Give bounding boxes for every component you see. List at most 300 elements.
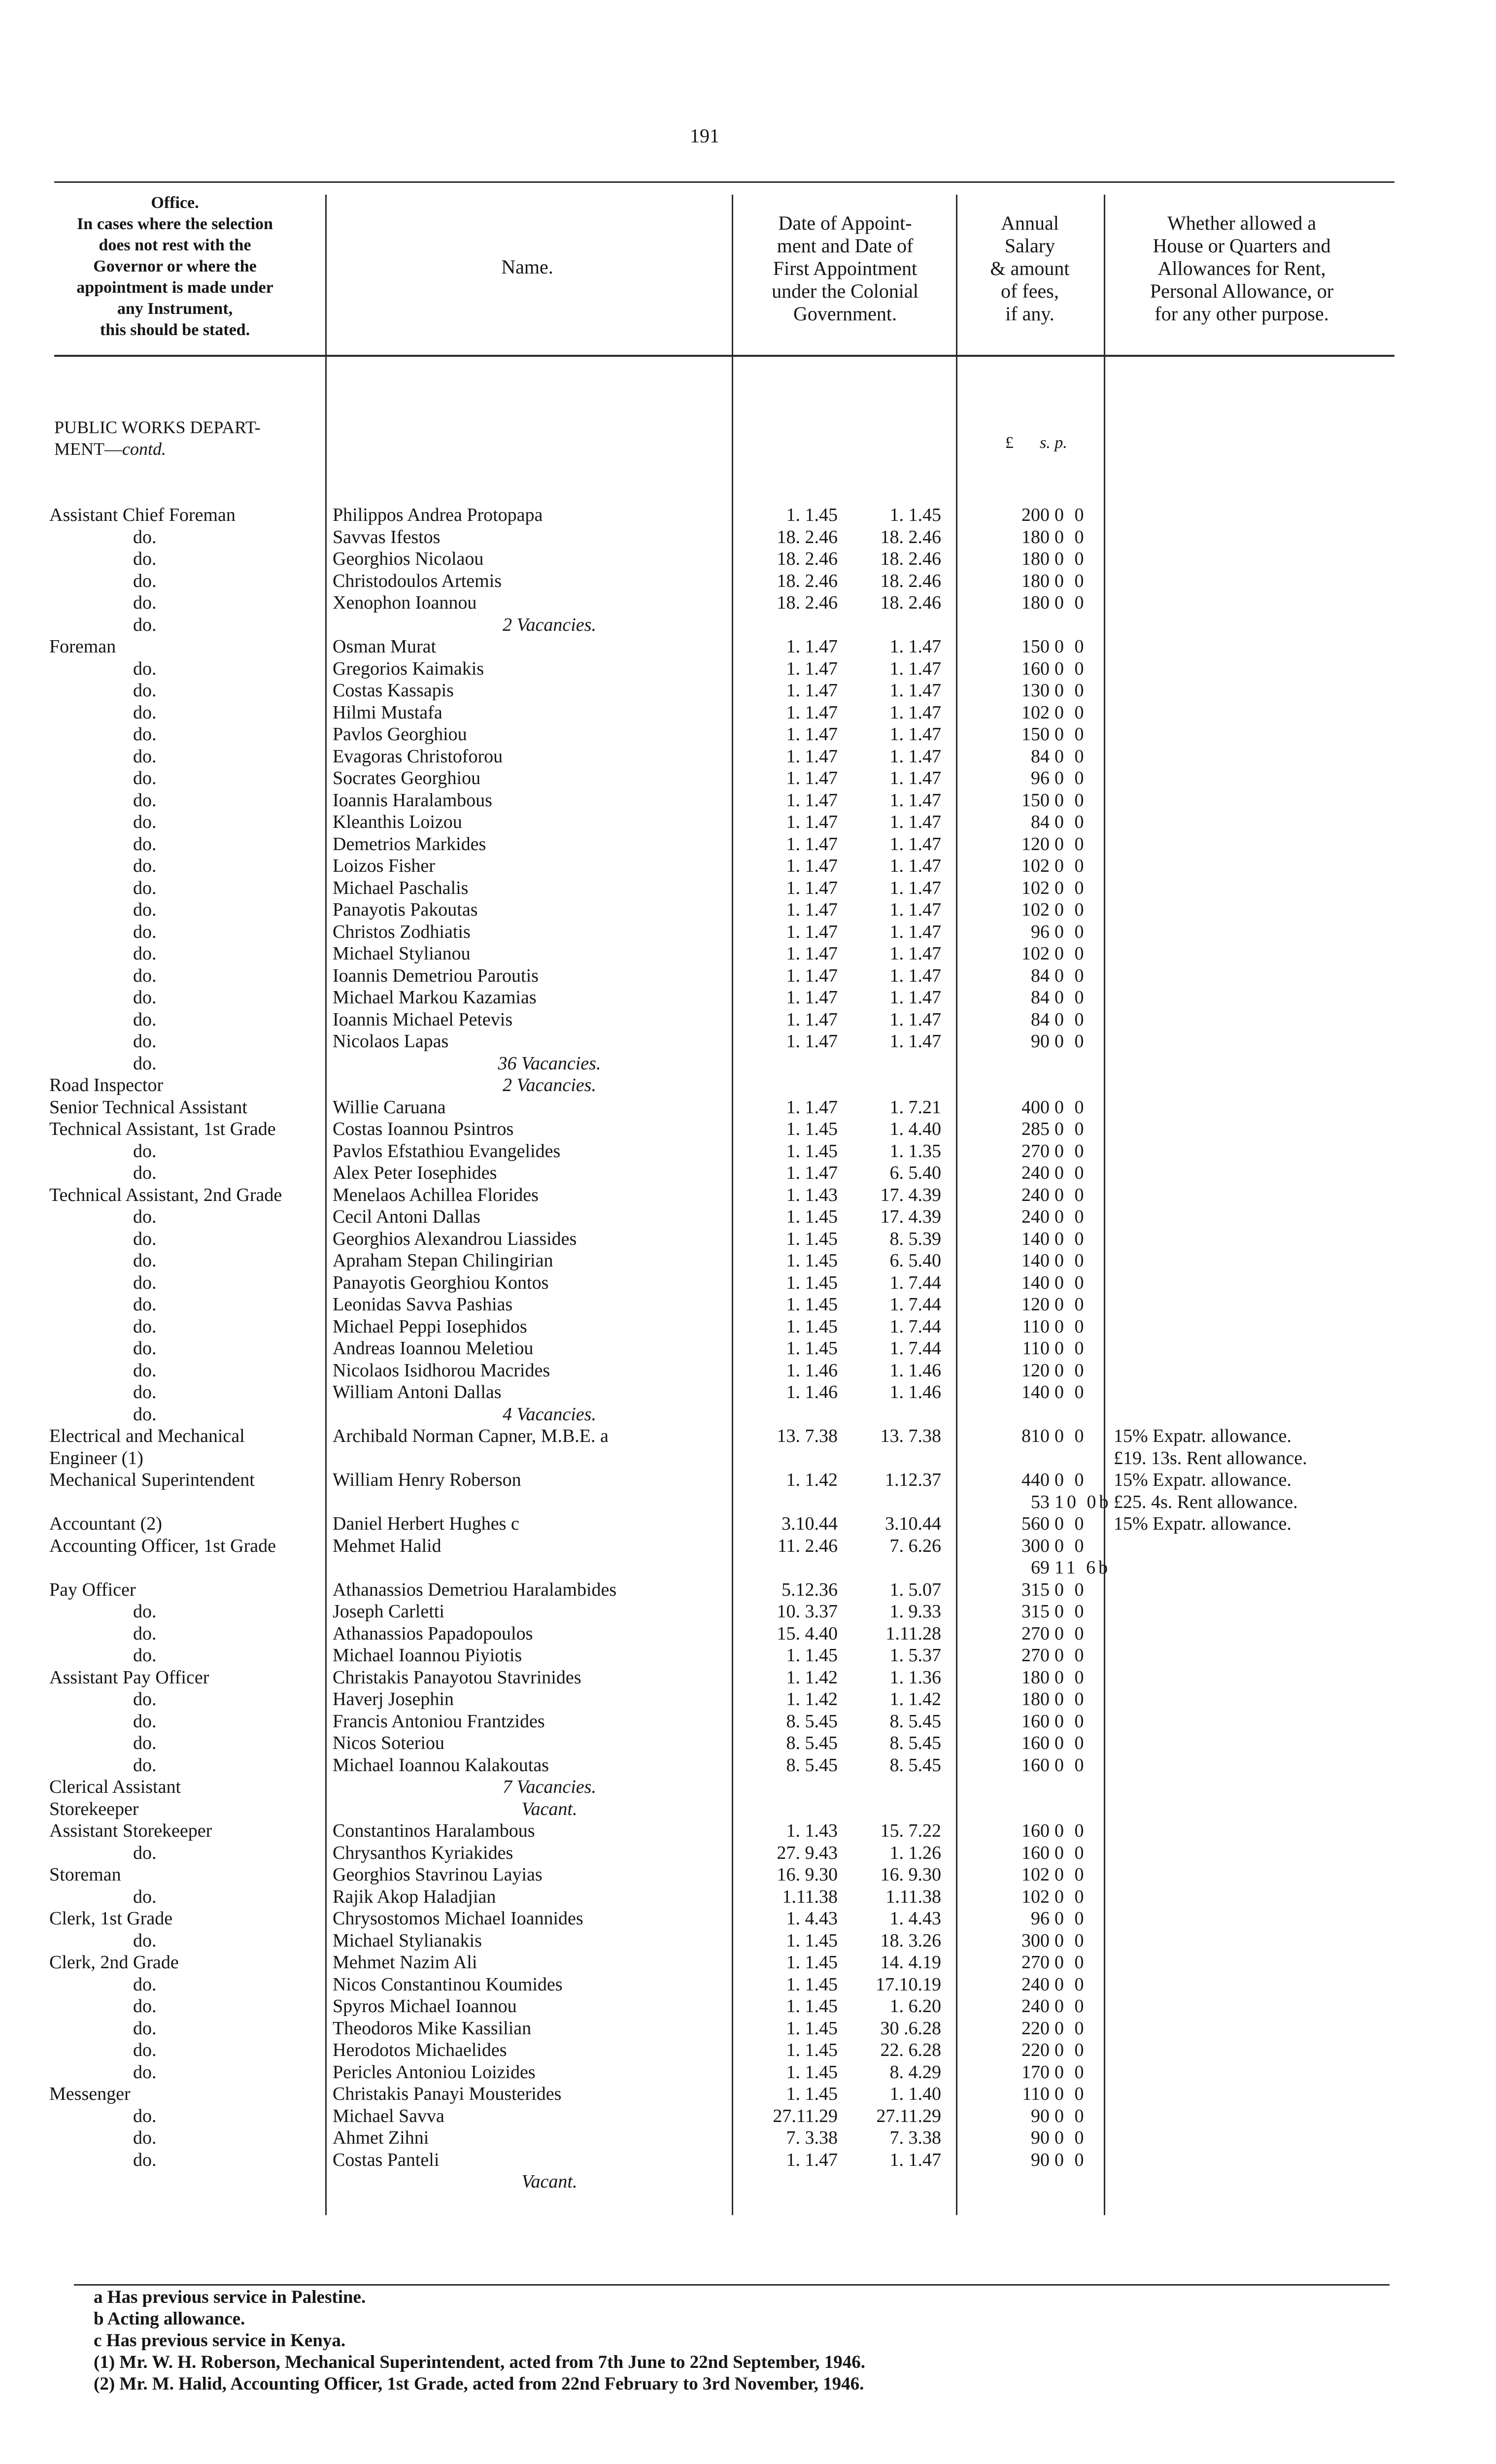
table-row <box>49 658 1399 680</box>
appointment-date-cell: 16. 9.30 <box>777 1864 838 1885</box>
salary-shillings-pence-cell: 0 0 <box>1054 1316 1087 1337</box>
office-cell: do. <box>133 1689 157 1710</box>
name-cell: Evagoras Christoforou <box>333 746 503 767</box>
first-appointment-date-cell: 1. 1.26 <box>889 1842 941 1863</box>
first-appointment-date-cell: 17. 4.39 <box>880 1184 941 1205</box>
office-cell: do. <box>133 1294 157 1315</box>
name-cell: Daniel Herbert Hughes c <box>333 1513 519 1534</box>
office-cell: do. <box>133 1601 157 1622</box>
name-cell: Michael Markou Kazamias <box>333 987 537 1008</box>
name-cell: Ioannis Haralambous <box>333 789 492 811</box>
table-row <box>49 833 1399 856</box>
salary-pounds-cell: 240 <box>1021 1996 1050 2017</box>
salary-shillings-pence-cell: 0 0 <box>1054 1163 1087 1183</box>
table-row <box>49 526 1399 548</box>
table-row <box>49 1162 1399 1184</box>
office-cell: do. <box>133 1886 157 1907</box>
salary-pounds-cell: 84 <box>1031 965 1050 986</box>
name-cell: Xenophon Ioannou <box>333 592 477 613</box>
appointment-date-cell: 1. 1.46 <box>786 1360 838 1381</box>
office-cell: do. <box>133 570 157 591</box>
salary-pounds-cell: 53 <box>1031 1491 1050 1512</box>
office-cell: Technical Assistant, 1st Grade <box>49 1119 276 1139</box>
table-row <box>49 1009 1399 1031</box>
table-row <box>49 1469 1399 1491</box>
salary-shillings-pence-cell: 0 0 <box>1054 2061 1087 2083</box>
appointment-date-cell: 1. 1.45 <box>786 2084 838 2104</box>
table-row <box>49 789 1399 812</box>
first-appointment-date-cell: 14. 4.19 <box>880 1952 941 1973</box>
salary-pounds-cell: 120 <box>1021 1360 1050 1381</box>
salary-pounds-cell: 240 <box>1021 1206 1050 1227</box>
first-appointment-date-cell: 1. 5.37 <box>889 1645 941 1666</box>
name-cell: Constantinos Haralambous <box>333 1820 535 1841</box>
table-row <box>49 1403 1399 1426</box>
appointment-date-cell: 1. 1.47 <box>786 658 838 679</box>
salary-shillings-pence-cell: 0 0 <box>1054 1250 1087 1271</box>
first-appointment-date-cell: 1. 1.45 <box>889 505 941 525</box>
first-appointment-date-cell: 13. 7.38 <box>880 1426 941 1446</box>
first-appointment-date-cell: 27.11.29 <box>876 2105 941 2126</box>
office-cell: Messenger <box>49 2084 131 2104</box>
first-appointment-date-cell: 8. 5.45 <box>889 1711 941 1732</box>
first-appointment-date-cell: 1. 1.47 <box>889 921 941 942</box>
table-row <box>49 1447 1399 1470</box>
table-row <box>49 2018 1399 2040</box>
appointment-date-cell: 1. 1.45 <box>786 1316 838 1337</box>
appointment-date-cell: 1. 1.45 <box>786 2061 838 2083</box>
name-cell: Menelaos Achillea Florides <box>333 1184 539 1205</box>
first-appointment-date-cell: 1. 1.46 <box>889 1382 941 1403</box>
office-cell: do. <box>133 2018 157 2039</box>
office-cell: do. <box>133 1140 157 1162</box>
name-cell: Michael Stylianakis <box>333 1930 482 1951</box>
salary-shillings-pence-cell: 0 0 <box>1054 1119 1087 1139</box>
first-appointment-date-cell: 1. 7.44 <box>889 1316 941 1337</box>
name-cell: Michael Ioannou Kalakoutas <box>333 1754 549 1776</box>
salary-pounds-cell: 180 <box>1021 548 1050 569</box>
salary-pounds-cell: 140 <box>1021 1272 1050 1293</box>
salary-shillings-pence-cell: 0 0 <box>1054 1426 1087 1446</box>
salary-pounds-cell: 240 <box>1021 1974 1050 1995</box>
salary-shillings-pence-cell: 0 0 <box>1054 1096 1087 1118</box>
name-cell: Loizos Fisher <box>333 856 435 876</box>
appointment-date-cell: 1. 1.45 <box>786 1996 838 2017</box>
header-allowance-line: House or Quarters and <box>1153 235 1331 257</box>
salary-pounds-cell: 84 <box>1031 746 1050 767</box>
office-cell: Assistant Storekeeper <box>49 1820 212 1841</box>
appointment-date-cell: 27. 9.43 <box>777 1842 838 1863</box>
office-cell: do. <box>133 592 157 613</box>
first-appointment-date-cell: 1.11.28 <box>885 1623 941 1644</box>
name-cell: Georghios Nicolaou <box>333 548 484 569</box>
appointment-date-cell: 7. 3.38 <box>786 2127 838 2148</box>
name-cell: Pericles Antoniou Loizides <box>333 2061 536 2083</box>
salary-pounds-cell: 120 <box>1021 1294 1050 1315</box>
name-cell: Athanassios Demetriou Haralambides <box>333 1579 617 1600</box>
first-appointment-date-cell: 1. 1.47 <box>889 724 941 745</box>
office-cell: do. <box>133 1930 157 1951</box>
table-row <box>49 2083 1399 2105</box>
salary-pounds-cell: 140 <box>1021 1250 1050 1271</box>
office-cell: do. <box>133 1031 157 1052</box>
salary-shillings-pence-cell: 0 0 <box>1054 789 1087 811</box>
table-row <box>49 636 1399 658</box>
salary-pounds-cell: 400 <box>1021 1096 1050 1118</box>
first-appointment-date-cell: 1. 9.33 <box>889 1601 941 1622</box>
salary-pounds-cell: 150 <box>1021 636 1050 657</box>
name-cell: Michael Stylianou <box>333 943 471 964</box>
salary-pounds-cell: 240 <box>1021 1163 1050 1183</box>
table-row <box>49 1491 1399 1513</box>
salary-shillings-pence-cell: 0 0 <box>1054 1272 1087 1293</box>
table-row <box>49 1228 1399 1250</box>
name-cell: Socrates Georghiou <box>333 768 481 788</box>
salary-pounds-cell: 180 <box>1021 1689 1050 1710</box>
salary-pounds-cell: 170 <box>1021 2061 1050 2083</box>
office-cell: do. <box>133 943 157 964</box>
header-date-line: Government. <box>793 303 897 325</box>
office-cell: Accountant (2) <box>49 1513 162 1534</box>
name-cell: Apraham Stepan Chilingirian <box>333 1250 553 1271</box>
salary-pounds-cell: 315 <box>1021 1601 1050 1622</box>
office-cell: do. <box>133 812 157 832</box>
header-salary-line: Annual <box>1001 212 1059 234</box>
name-cell: Philippos Andrea Protopapa <box>333 505 543 525</box>
salary-pounds-cell: 270 <box>1021 1952 1050 1973</box>
office-cell: do. <box>133 1623 157 1644</box>
appointment-date-cell: 1. 1.45 <box>786 1294 838 1315</box>
header-salary-line: of fees, <box>1001 280 1059 302</box>
table-row <box>49 1360 1399 1382</box>
footnote-line: a Has previous service in Palestine. <box>94 2287 366 2307</box>
salary-pounds-cell: 90 <box>1031 2149 1050 2170</box>
office-cell: do. <box>133 1053 157 1074</box>
office-cell: Technical Assistant, 2nd Grade <box>49 1184 282 1205</box>
first-appointment-date-cell: 1. 1.46 <box>889 1360 941 1381</box>
office-cell: do. <box>133 768 157 788</box>
header-salary-line: Salary <box>1004 235 1055 257</box>
appointment-date-cell: 27.11.29 <box>773 2105 838 2126</box>
table-row <box>49 921 1399 943</box>
salary-shillings-pence-cell: 0 0 <box>1054 570 1087 591</box>
salary-shillings-pence-cell: 0 0 <box>1054 592 1087 613</box>
header-allowance-line: Allowances for Rent, <box>1157 257 1326 279</box>
name-cell: Michael Ioannou Piyiotis <box>333 1645 522 1666</box>
office-cell: do. <box>133 1228 157 1249</box>
appointment-date-cell: 1. 1.45 <box>786 1952 838 1973</box>
name-cell: Athanassios Papadopoulos <box>333 1623 533 1644</box>
table-row <box>49 1557 1399 1579</box>
table-row <box>49 1337 1399 1360</box>
table-row <box>49 746 1399 768</box>
salary-pounds-cell: 300 <box>1021 1930 1050 1951</box>
name-cell: Francis Antoniou Frantzides <box>333 1711 545 1732</box>
name-cell: Savvas Ifestos <box>333 526 441 548</box>
salary-pounds-cell: 84 <box>1031 1009 1050 1030</box>
first-appointment-date-cell: 1. 1.40 <box>889 2084 941 2104</box>
salary-shillings-pence-cell: 0 0 <box>1054 965 1087 986</box>
salary-shillings-pence-cell: 0 0 <box>1054 1996 1087 2017</box>
header-date-line: under the Colonial <box>772 280 918 302</box>
appointment-date-cell: 1. 1.47 <box>786 746 838 767</box>
footnote-line: (2) Mr. M. Halid, Accounting Officer, 1st Grade, acted from 22nd February to 3rd November, 1946. <box>94 2374 864 2394</box>
salary-shillings-pence-cell: 0 0 <box>1054 1601 1087 1622</box>
salary-pounds-cell: 120 <box>1021 833 1050 855</box>
first-appointment-date-cell: 8. 5.39 <box>889 1228 941 1249</box>
salary-pounds-cell: 90 <box>1031 1031 1050 1052</box>
salary-pounds-cell: 90 <box>1031 2127 1050 2148</box>
header-office-line: does not rest with the <box>99 236 251 254</box>
salary-pounds-cell: 102 <box>1021 899 1050 920</box>
office-cell: do. <box>133 1382 157 1403</box>
allowance-cell: £19. 13s. Rent allowance. <box>1114 1447 1307 1469</box>
name-cell: Gregorios Kaimakis <box>333 658 484 679</box>
salary-shillings-pence-cell: 0 0 <box>1054 1733 1087 1753</box>
table-row <box>49 1513 1399 1535</box>
office-cell: do. <box>133 1206 157 1227</box>
table-row <box>49 1535 1399 1557</box>
appointment-date-cell: 1. 1.47 <box>786 1163 838 1183</box>
salary-pounds-cell: 160 <box>1021 1733 1050 1753</box>
table-row <box>49 702 1399 724</box>
header-date <box>734 212 956 325</box>
name-cell: Mehmet Halid <box>333 1535 442 1556</box>
salary-pounds-cell: 200 <box>1021 505 1050 525</box>
salary-pounds-cell: 180 <box>1021 592 1050 613</box>
name-cell: Costas Panteli <box>333 2149 440 2170</box>
salary-shillings-pence-cell: 0 0 <box>1054 505 1087 525</box>
salary-shillings-pence-cell: 0 0 <box>1054 2040 1087 2060</box>
salary-shillings-pence-cell: 0 0 <box>1054 899 1087 920</box>
appointment-date-cell: 13. 7.38 <box>777 1426 838 1446</box>
salary-pounds-cell: 96 <box>1031 768 1050 788</box>
appointment-date-cell: 1. 1.47 <box>786 943 838 964</box>
first-appointment-date-cell: 17.10.19 <box>876 1974 941 1995</box>
header-office-line: Governor or where the <box>93 257 257 275</box>
appointment-date-cell: 1. 1.47 <box>786 899 838 920</box>
appointment-date-cell: 8. 5.45 <box>786 1754 838 1776</box>
name-cell: Costas Kassapis <box>333 680 454 701</box>
salary-shillings-pence-cell: 0 0 <box>1054 2149 1087 2170</box>
table-row <box>49 1623 1399 1645</box>
name-cell: Chrysostomos Michael Ioannides <box>333 1908 583 1929</box>
appointment-date-cell: 1. 1.45 <box>786 1338 838 1359</box>
appointment-date-cell: 1. 1.47 <box>786 1096 838 1118</box>
staff-table <box>49 504 1399 2193</box>
appointment-date-cell: 1. 1.47 <box>786 768 838 788</box>
office-cell: do. <box>133 1733 157 1753</box>
table-row <box>49 899 1399 921</box>
office-cell: do. <box>133 1360 157 1381</box>
salary-shillings-pence-cell: 0 0 <box>1054 768 1087 788</box>
table-row <box>49 504 1399 526</box>
appointment-date-cell: 3.10.44 <box>782 1513 838 1534</box>
table-row <box>49 1272 1399 1294</box>
appointment-date-cell: 11. 2.46 <box>777 1535 838 1556</box>
salary-shillings-pence-cell: 0 0 <box>1054 746 1087 767</box>
first-appointment-date-cell: 1. 7.44 <box>889 1338 941 1359</box>
salary-pounds-cell: 102 <box>1021 1864 1050 1885</box>
first-appointment-date-cell: 1. 1.47 <box>889 812 941 832</box>
office-cell: do. <box>133 1996 157 2017</box>
salary-pounds-cell: 140 <box>1021 1382 1050 1403</box>
salary-shillings-pence-cell: 0 0 <box>1054 1470 1087 1490</box>
first-appointment-date-cell: 18. 2.46 <box>880 526 941 548</box>
salary-shillings-pence-cell: 0 0 <box>1054 1689 1087 1710</box>
salary-shillings-pence-cell: 0 0 <box>1054 1184 1087 1205</box>
appointment-date-cell: 1. 1.47 <box>786 833 838 855</box>
salary-pounds-cell: 102 <box>1021 877 1050 898</box>
salary-shillings-pence-cell: 0 0 <box>1054 921 1087 942</box>
office-cell: do. <box>133 702 157 723</box>
header-salary-line: & amount <box>990 257 1070 279</box>
name-cell: Ahmet Zihni <box>333 2127 429 2148</box>
table-row <box>49 1601 1399 1623</box>
salary-shillings-pence-cell: 0 0 <box>1054 1754 1087 1776</box>
department-heading <box>54 416 330 460</box>
name-cell: Ioannis Demetriou Paroutis <box>333 965 539 986</box>
table-row <box>49 2039 1399 2061</box>
office-cell: Clerical Assistant <box>49 1777 181 1797</box>
first-appointment-date-cell: 1. 1.47 <box>889 856 941 876</box>
header-office-line: In cases where the selection <box>77 215 273 233</box>
first-appointment-date-cell: 22. 6.28 <box>880 2040 941 2060</box>
table-row <box>49 1820 1399 1842</box>
first-appointment-date-cell: 18. 2.46 <box>880 548 941 569</box>
table-row <box>49 1118 1399 1140</box>
appointment-date-cell: 18. 2.46 <box>777 570 838 591</box>
salary-pounds-cell: 180 <box>1021 526 1050 548</box>
salary-shillings-pence-cell: 0 0 <box>1054 1382 1087 1403</box>
salary-pounds-cell: 140 <box>1021 1228 1050 1249</box>
name-cell: Hilmi Mustafa <box>333 702 442 723</box>
name-cell: Georghios Alexandrou Liassides <box>333 1228 577 1249</box>
table-row <box>49 2127 1399 2149</box>
first-appointment-date-cell: 1. 1.47 <box>889 833 941 855</box>
salary-pounds-cell: 300 <box>1021 1535 1050 1556</box>
salary-shillings-pence-cell: 0 0 <box>1054 1228 1087 1249</box>
first-appointment-date-cell: 8. 5.45 <box>889 1733 941 1753</box>
first-appointment-date-cell: 1. 4.43 <box>889 1908 941 1929</box>
appointment-date-cell: 1. 1.47 <box>786 789 838 811</box>
salary-pounds-cell: 110 <box>1022 1338 1050 1359</box>
office-cell: do. <box>133 746 157 767</box>
salary-pounds-cell: 84 <box>1031 987 1050 1008</box>
salary-pounds-cell: 90 <box>1031 2105 1050 2126</box>
appointment-date-cell: 1. 1.47 <box>786 987 838 1008</box>
salary-shillings-pence-cell: 0 0 <box>1054 1886 1087 1907</box>
first-appointment-date-cell: 7. 3.38 <box>889 2127 941 2148</box>
first-appointment-date-cell: 18. 2.46 <box>880 570 941 591</box>
first-appointment-date-cell: 1. 7.21 <box>889 1096 941 1118</box>
table-row <box>49 1688 1399 1711</box>
table-row <box>49 1864 1399 1886</box>
salary-shillings-pence-cell: 0 0 <box>1054 724 1087 745</box>
salary-shillings-pence-cell: 0 0 <box>1054 702 1087 723</box>
appointment-date-cell: 1. 1.47 <box>786 724 838 745</box>
salary-shillings-pence-cell: 0 0 <box>1054 2084 1087 2104</box>
office-cell: do. <box>133 680 157 701</box>
header-date-line: Date of Appoint- <box>778 212 912 234</box>
salary-pounds-cell: 270 <box>1021 1623 1050 1644</box>
appointment-date-cell: 1. 1.45 <box>786 1645 838 1666</box>
vacancy-cell: Vacant. <box>521 2171 578 2192</box>
salary-pounds-cell: 560 <box>1021 1513 1050 1534</box>
name-cell: Osman Murat <box>333 636 437 657</box>
name-cell: Archibald Norman Capner, M.B.E. a <box>333 1426 609 1446</box>
allowance-cell: £25. 4s. Rent allowance. <box>1114 1491 1298 1512</box>
header-date-line: First Appointment <box>773 257 918 279</box>
salary-shillings-pence-cell: 0 0 <box>1054 1140 1087 1162</box>
salary-pounds-cell: 160 <box>1021 1820 1050 1841</box>
office-cell: do. <box>133 1403 157 1425</box>
office-cell: do. <box>133 2127 157 2148</box>
header-office-line: any Instrument, <box>117 300 233 318</box>
vacancy-cell: 2 Vacancies. <box>503 614 596 635</box>
allowance-cell: 15% Expatr. allowance. <box>1114 1426 1292 1446</box>
office-cell: Clerk, 2nd Grade <box>49 1952 179 1973</box>
office-cell: Storeman <box>49 1864 121 1885</box>
name-cell: Christos Zodhiatis <box>333 921 471 942</box>
first-appointment-date-cell: 18. 3.26 <box>880 1930 941 1951</box>
table-row <box>49 1886 1399 1908</box>
office-cell: do. <box>133 2149 157 2170</box>
table-row <box>49 1184 1399 1206</box>
appointment-date-cell: 1. 1.47 <box>786 2149 838 2170</box>
bottom-rule <box>74 2284 1390 2286</box>
salary-shillings-pence-cell: 0 0 <box>1054 1360 1087 1381</box>
first-appointment-date-cell: 1. 7.44 <box>889 1272 941 1293</box>
appointment-date-cell: 1. 1.45 <box>786 1140 838 1162</box>
name-cell: Michael Peppi Iosephidos <box>333 1316 527 1337</box>
salary-shillings-pence-cell: 0 0 <box>1054 658 1087 679</box>
header-office-line: this should be stated. <box>100 321 250 339</box>
table-row <box>49 1053 1399 1075</box>
office-cell: Pay Officer <box>49 1579 136 1600</box>
appointment-date-cell: 8. 5.45 <box>786 1733 838 1753</box>
table-row <box>49 1798 1399 1820</box>
office-cell: Senior Technical Assistant <box>49 1096 247 1118</box>
table-row <box>49 723 1399 746</box>
name-cell: Christakis Panayotou Stavrinides <box>333 1667 581 1688</box>
first-appointment-date-cell: 1. 1.47 <box>889 680 941 701</box>
office-cell: do. <box>133 877 157 898</box>
table-row <box>49 1381 1399 1403</box>
office-cell: Accounting Officer, 1st Grade <box>49 1535 276 1556</box>
office-cell: do. <box>133 2040 157 2060</box>
header-bottom-rule <box>54 355 1394 357</box>
appointment-date-cell: 1. 1.47 <box>786 702 838 723</box>
salary-pounds-cell: 810 <box>1021 1426 1050 1446</box>
office-cell: Electrical and Mechanical <box>49 1426 245 1446</box>
office-cell: do. <box>133 548 157 569</box>
first-appointment-date-cell: 1. 1.47 <box>889 899 941 920</box>
first-appointment-date-cell: 1. 1.42 <box>889 1689 941 1710</box>
first-appointment-date-cell: 1. 1.47 <box>889 1009 941 1030</box>
salary-shillings-pence-cell: 0 0 <box>1054 1908 1087 1929</box>
salary-pounds-cell: 96 <box>1031 921 1050 942</box>
unit-pounds: £ <box>1005 434 1014 452</box>
appointment-date-cell: 10. 3.37 <box>777 1601 838 1622</box>
first-appointment-date-cell: 1. 1.47 <box>889 636 941 657</box>
table-row <box>49 1316 1399 1338</box>
office-cell: do. <box>133 614 157 635</box>
vacancy-cell: 36 Vacancies. <box>498 1053 601 1074</box>
table-row <box>49 1776 1399 1798</box>
table-row <box>49 1667 1399 1689</box>
table-row <box>49 1096 1399 1119</box>
